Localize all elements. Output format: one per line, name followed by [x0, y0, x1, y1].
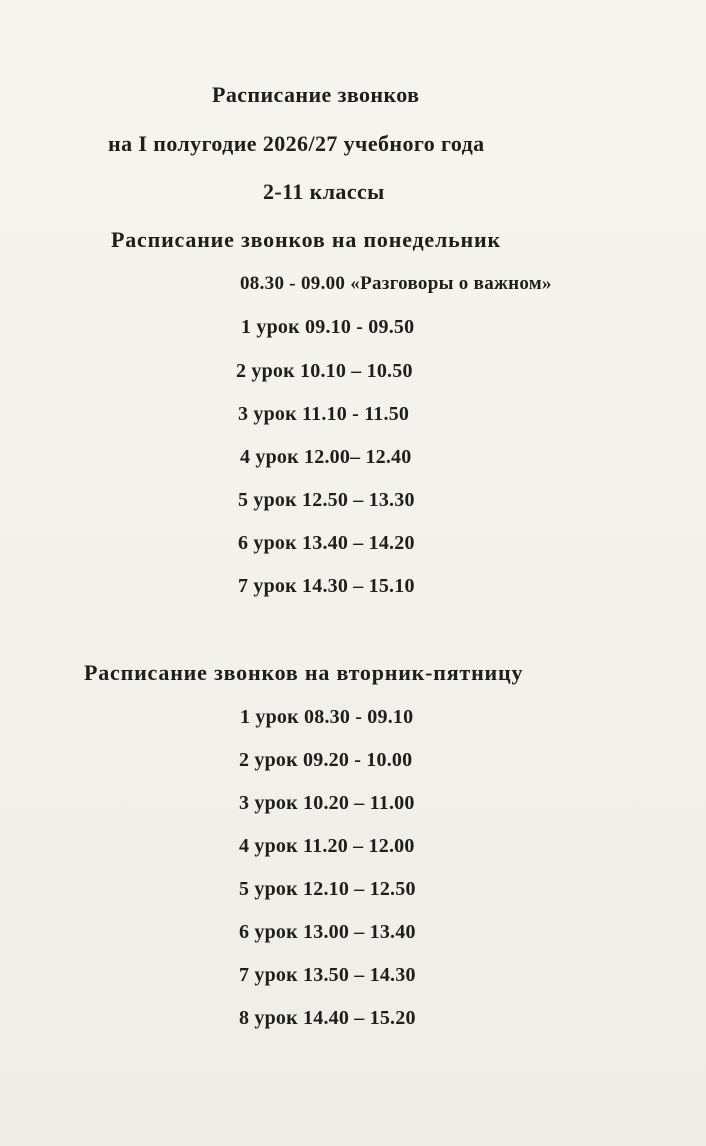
document-subtitle: на I полугодие 2026/27 учебного года [108, 131, 485, 156]
document-title: Расписание звонков [212, 82, 420, 107]
tue-fri-lesson-row: 4 урок 11.20 – 12.00 [239, 835, 415, 857]
monday-lesson-row: 5 урок 12.50 – 13.30 [238, 489, 415, 511]
tue-fri-lesson-row: 8 урок 14.40 – 15.20 [239, 1007, 416, 1029]
tue-fri-lesson-row: 3 урок 10.20 – 11.00 [239, 792, 415, 814]
tue-fri-lesson-row: 7 урок 13.50 – 14.30 [239, 964, 416, 986]
monday-heading: Расписание звонков на понедельник [111, 227, 501, 252]
monday-lesson-row: 1 урок 09.10 - 09.50 [241, 316, 415, 338]
monday-lesson-row: 7 урок 14.30 – 15.10 [238, 575, 415, 597]
monday-lesson-row: 4 урок 12.00– 12.40 [240, 446, 412, 468]
tue-fri-lesson-row: 1 урок 08.30 - 09.10 [240, 706, 414, 728]
monday-lesson-row: 2 урок 10.10 – 10.50 [236, 360, 413, 382]
monday-lesson-row: 3 урок 11.10 - 11.50 [238, 403, 410, 425]
monday-lesson-row: 6 урок 13.40 – 14.20 [238, 532, 415, 554]
tue-fri-lesson-row: 5 урок 12.10 – 12.50 [239, 878, 416, 900]
grades-label: 2-11 классы [263, 179, 385, 204]
tue-fri-heading: Расписание звонков на вторник-пятницу [84, 660, 524, 685]
tue-fri-lesson-row: 6 урок 13.00 – 13.40 [239, 921, 416, 943]
monday-intro-row: 08.30 - 09.00 «Разговоры о важном» [240, 273, 552, 294]
tue-fri-lesson-row: 2 урок 09.20 - 10.00 [239, 749, 413, 771]
